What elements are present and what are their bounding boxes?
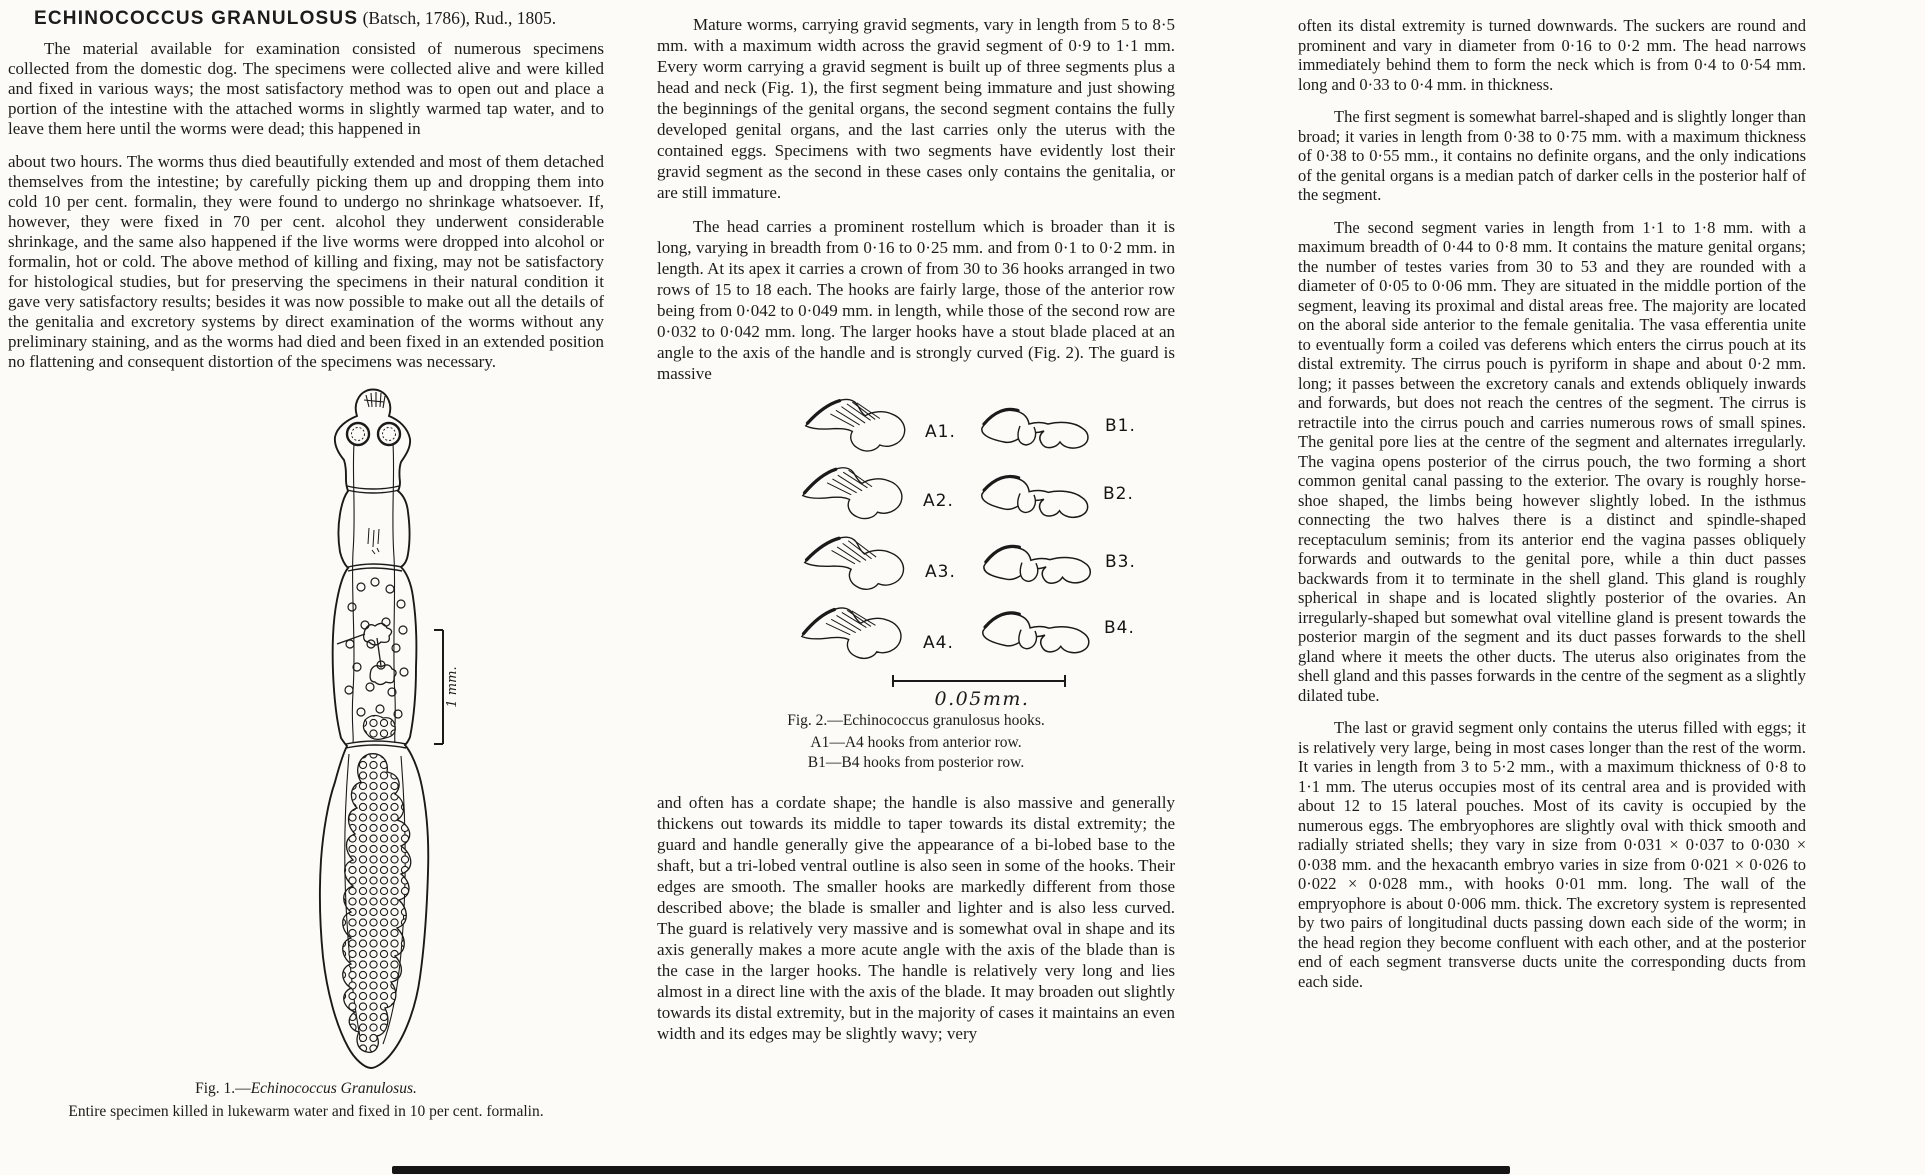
column-middle [657, 0, 1175, 1044]
body-paragraph: Mature worms, carrying gravid segments, vary in length from 5 to 8·5 mm. with a maximum width across the gravid segment of 0·9 to 1·1 mm. Every worm carrying a gravid segment is built up of three segments plus a head and neck (Fig. 1), the first segment being immature and just showing the beginnings of the genital organs, the second segment contains the fully developed genital organs, and the last carries only the uterus with the contained eggs. Specimens with two segments have evidently lost their gravid segment as the second in these cases only contains the genitalia, or are still immature. [657, 15, 1175, 202]
fig1-scale-bar [434, 630, 443, 744]
worm-specimen-drawing [253, 382, 493, 1072]
scan-edge-artifact [392, 1166, 1510, 1174]
fig1-scale-label: 1 mm. [445, 666, 460, 708]
body-paragraph: The last or gravid segment only contains the uterus filled with eggs; it is relatively very large, being in most cases longer than the rest of the worm. It varies in length from 3 to 5·2 mm., with a maximum thickness of 0·8 to 1·1 mm. The uterus occupies most of its central area and is provided with about 12 to 15 lateral pouches. Most of its cavity is occupied by the numerous eggs. The embryophores are slightly oval with thick smooth and radially striated shells; they vary in size from 0·031 × 0·037 to 0·030 × 0·038 mm. and the hexacanth embryo varies in size from 0·021 × 0·026 to 0·022 × 0·028 mm., with hooks 0·01 mm. long. The wall of the empryophore is about 0·006 mm. thick. The excretory system is represented by two pairs of longitudinal ducts passing down each side of the worm; in the head region they become confluent with each other, and at the posterior end of each segment transverse ducts unite the corresponding ducts from each side. [1298, 718, 1806, 991]
hook-drawing-a1 [792, 392, 920, 456]
fig2-caption-suffix: hooks. [999, 712, 1045, 729]
species-title: ECHINOCOCCUS GRANULOSUS [34, 8, 359, 29]
title-authority: (Batsch, 1786), Rud., 1805. [358, 8, 557, 28]
hook-drawing-b3 [979, 538, 1101, 590]
figure-1-worm [8, 376, 604, 1076]
fig2-scale-label: 0.05mm. [934, 688, 1030, 710]
fig2-caption-anterior: A1—A4 hooks from anterior row. [810, 734, 1022, 751]
figure-2-hooks [657, 390, 1175, 776]
hook-label-a2: A2. [923, 491, 954, 511]
column-right [1298, 0, 1806, 991]
hook-label-b2: B2. [1103, 484, 1134, 504]
fig1-caption-note: Entire specimen killed in lukewarm water and fixed in 10 per cent. formalin. [68, 1103, 544, 1120]
hook-label-b1: B1. [1105, 416, 1136, 436]
hook-label-a4: A4. [923, 633, 954, 653]
hook-label-a1: A1. [925, 422, 956, 442]
fig1-caption-prefix: Fig. 1.— [195, 1080, 251, 1097]
body-paragraph: The first segment is somewhat barrel-shaped and is slightly longer than broad; it varies in length from 0·38 to 0·75 mm. with a maximum thickness of 0·38 to 0·55 mm., it contains no definite organs, and the only indications of the genital organs is a median patch of darker cells in the posterior half of the segment. [1298, 107, 1806, 204]
column-left [8, 0, 604, 1122]
body-paragraph: The head carries a prominent rostellum which is broader than it is long, varying in breadth from 0·16 to 0·25 mm. and from 0·1 to 0·2 mm. in length. At its apex it carries a crown of from 30 to 36 hooks arranged in two rows of 15 to 18 each. The hooks are fairly large, those of the anterior row being from 0·042 to 0·049 mm. in length, while those of the second row are 0·032 to 0·042 mm. long. The larger hooks have a stout blade placed at an angle to the axis of the handle and is strongly curved (Fig. 2). The guard is massive [657, 217, 1175, 383]
fig1-caption [8, 1078, 604, 1099]
body-paragraph: and often has a cordate shape; the handle is also massive and generally thickens out towards its middle to taper towards its distal extremity; the guard and handle generally give the appearance of a bi-lobed base to the shaft, but a tri-lobed ventral outline is also seen in some of the hooks. Their edges are smooth. The smaller hooks are markedly different from those described above; the blade is smaller and lighter and is also less curved. The guard is relatively very massive and is somewhat oval in shape and its axis generally makes a more acute angle with the axis of the blade than is the case in the larger hooks. The handle is relatively very long and lies almost in a direct line with the axis of the blade. It may broaden out slightly towards its distal extremity, but in the majority of cases it maintains an even width and its edges may be slightly wavy; very [657, 793, 1175, 1043]
hook-label-b4: B4. [1104, 618, 1135, 638]
hook-label-b3: B3. [1105, 552, 1136, 572]
fig2-caption-posterior: B1—B4 hooks from posterior row. [807, 754, 1025, 771]
body-paragraph: often its distal extremity is turned downwards. The suckers are round and prominent and vary in diameter from 0·16 to 0·2 mm. The head narrows immediately behind them to form the neck which is from 0·4 to 0·54 mm. long and 0·33 to 0·4 mm. in thickness. [1298, 16, 1806, 94]
hook-label-a3: A3. [925, 562, 956, 582]
hook-drawing-b1 [977, 402, 1099, 454]
body-paragraph: The second segment varies in length from 1·1 to 1·8 mm. with a maximum breadth of 0·44 to 0·8 mm. It contains the mature genital organs; the number of testes varies from 30 to 53 and they are rounded with a diameter of 0·05 to 0·06 mm. They are situated in the middle portion of the segment, leaving its proximal and distal areas free. The majority are located on the aboral side anterior to the female genitalia. The vasa efferentia unite to eventually form a coiled vas deferens which enters the cirrus pouch at its distal extremity. The cirrus pouch is pyriform in shape and about 0·2 mm. long; it passes between the excretory canals and extends obliquely inwards and forwards, but does not reach the centres of the segment. The cirrus is retractile into the cirrus pouch and carries numerous rows of small spines. The genital pore lies at the centre of the segment and alternates irregularly. The vagina opens posterior of the cirrus pouch, the two forming a short common genital canal passing to the exterior. The ovary is roughly horse-shoe shaped, the limbs being however slightly lobed. In the isthmus connecting the two halves there is a distinct and spindle-shaped receptaculum seminis; from its anterior end the vagina passes obliquely forwards and outwards to the genital pore, while a thin duct passes backwards from it to terminate in the shell gland. This gland is roughly spherical in shape and is located slightly posterior of the ovaries. An irregularly-shaped but somewhat oval vitelline gland is present towards the posterior margin of the segment and its duct passes forwards to the shell gland where it meets the other ducts. The uterus also originates from the shell gland and this passes forwards in the centre of the segment as a slightly dilated tube. [1298, 217, 1806, 705]
hook-drawing-a4 [788, 600, 916, 664]
hook-drawing-b4 [978, 606, 1100, 658]
fig2-caption-species: Echinococcus granulosus [842, 712, 1000, 729]
fig1-caption-species: Echinococcus Granulosus. [250, 1080, 417, 1097]
body-paragraph: about two hours. The worms thus died beautifully extended and most of them detached themselves from the intestine; by carefully picking them up and dropping them into cold 10 per cent. formalin, they were found to undergo no shrinkage whatsoever. If, however, they were fixed in 70 per cent. alcohol they underwent considerable shrinkage, and the same also happened if the live worms were dropped into alcohol or formalin, hot or cold. The above method of killing and fixing, may not be satisfactory for histological studies, but for preserving the specimens in their natural condition it gave very satisfactory results; besides it was now possible to make out all the details of the genitalia and excretory systems by direct examination of the worms without any preliminary staining, and as the worms had died and been fixed in an extended position no flattening and consequent distortion of the specimens was necessary. [8, 152, 604, 371]
fig2-caption [657, 712, 1175, 730]
hook-drawing-a2 [789, 460, 917, 524]
egg-cluster [363, 715, 395, 739]
hook-drawing-a3 [791, 530, 919, 594]
page-title [8, 6, 604, 31]
fig2-caption-prefix: Fig. 2.— [787, 712, 843, 729]
hook-drawing-b2 [977, 470, 1099, 522]
body-paragraph: The material available for examination consisted of numerous specimens collected from the domestic dog. The specimens were collected alive and were killed and fixed in various ways; the most satisfactory method was to open out and place a portion of the intestine with the attached worms in slightly warmed tap water, and to leave them here until the worms were dead; this happened in [8, 39, 604, 138]
